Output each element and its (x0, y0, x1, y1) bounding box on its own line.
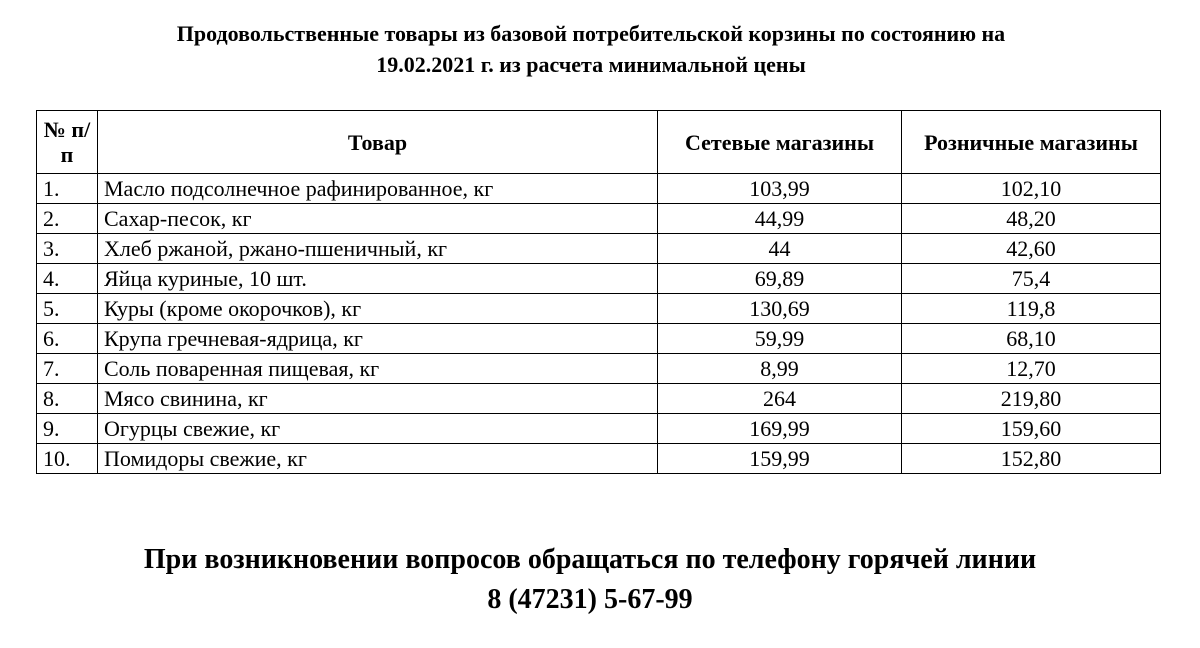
table-row (37, 444, 1161, 474)
table-row (37, 384, 1161, 414)
row-num: 5. (37, 294, 98, 324)
row-num: 4. (37, 264, 98, 294)
row-chain-price: 44 (658, 234, 902, 264)
document-title (0, 18, 1182, 80)
row-chain-price: 130,69 (658, 294, 902, 324)
table-row (37, 324, 1161, 354)
row-item: Яйца куриные, 10 шт. (98, 264, 658, 294)
row-chain-price: 169,99 (658, 414, 902, 444)
row-item: Куры (кроме окорочков), кг (98, 294, 658, 324)
row-num: 10. (37, 444, 98, 474)
row-retail-price: 219,80 (902, 384, 1161, 414)
row-item: Масло подсолнечное рафинированное, кг (98, 174, 658, 204)
row-retail-price: 12,70 (902, 354, 1161, 384)
row-item: Мясо свинина, кг (98, 384, 658, 414)
price-table (36, 110, 1161, 474)
row-chain-price: 59,99 (658, 324, 902, 354)
row-item: Крупа гречневая-ядрица, кг (98, 324, 658, 354)
row-chain-price: 44,99 (658, 204, 902, 234)
table-row (37, 234, 1161, 264)
row-retail-price: 68,10 (902, 324, 1161, 354)
row-num: 8. (37, 384, 98, 414)
row-retail-price: 152,80 (902, 444, 1161, 474)
table-row (37, 204, 1161, 234)
row-retail-price: 159,60 (902, 414, 1161, 444)
row-retail-price: 75,4 (902, 264, 1161, 294)
title-line-2: 19.02.2021 г. из расчета минимальной цены (376, 52, 806, 77)
row-num: 2. (37, 204, 98, 234)
row-item: Сахар-песок, кг (98, 204, 658, 234)
row-retail-price: 119,8 (902, 294, 1161, 324)
table-row (37, 354, 1161, 384)
row-chain-price: 159,99 (658, 444, 902, 474)
row-chain-price: 264 (658, 384, 902, 414)
header-chain-stores: Сетевые магазины (658, 111, 902, 174)
row-num: 9. (37, 414, 98, 444)
row-chain-price: 69,89 (658, 264, 902, 294)
row-chain-price: 103,99 (658, 174, 902, 204)
hotline-notice (0, 540, 1180, 620)
title-line-1: Продовольственные товары из базовой потребительской корзины по состоянию на (176, 21, 1006, 46)
row-retail-price: 48,20 (902, 204, 1161, 234)
row-num: 3. (37, 234, 98, 264)
table-row (37, 414, 1161, 444)
table-header-row (37, 111, 1161, 174)
table-row (37, 294, 1161, 324)
hotline-phone: 8 (47231) 5-67-99 (487, 584, 693, 615)
table-row (37, 264, 1161, 294)
row-num: 1. (37, 174, 98, 204)
row-item: Огурцы свежие, кг (98, 414, 658, 444)
row-retail-price: 102,10 (902, 174, 1161, 204)
row-num: 6. (37, 324, 98, 354)
header-retail-stores: Розничные магазины (902, 111, 1161, 174)
row-item: Хлеб ржаной, ржано-пшеничный, кг (98, 234, 658, 264)
row-item: Помидоры свежие, кг (98, 444, 658, 474)
hotline-text: При возникновении вопросов обращаться по телефону горячей линии (143, 544, 1037, 575)
row-chain-price: 8,99 (658, 354, 902, 384)
header-item: Товар (98, 111, 658, 174)
table-row (37, 174, 1161, 204)
header-num: № п/п (37, 111, 98, 174)
row-num: 7. (37, 354, 98, 384)
row-retail-price: 42,60 (902, 234, 1161, 264)
row-item: Соль поваренная пищевая, кг (98, 354, 658, 384)
